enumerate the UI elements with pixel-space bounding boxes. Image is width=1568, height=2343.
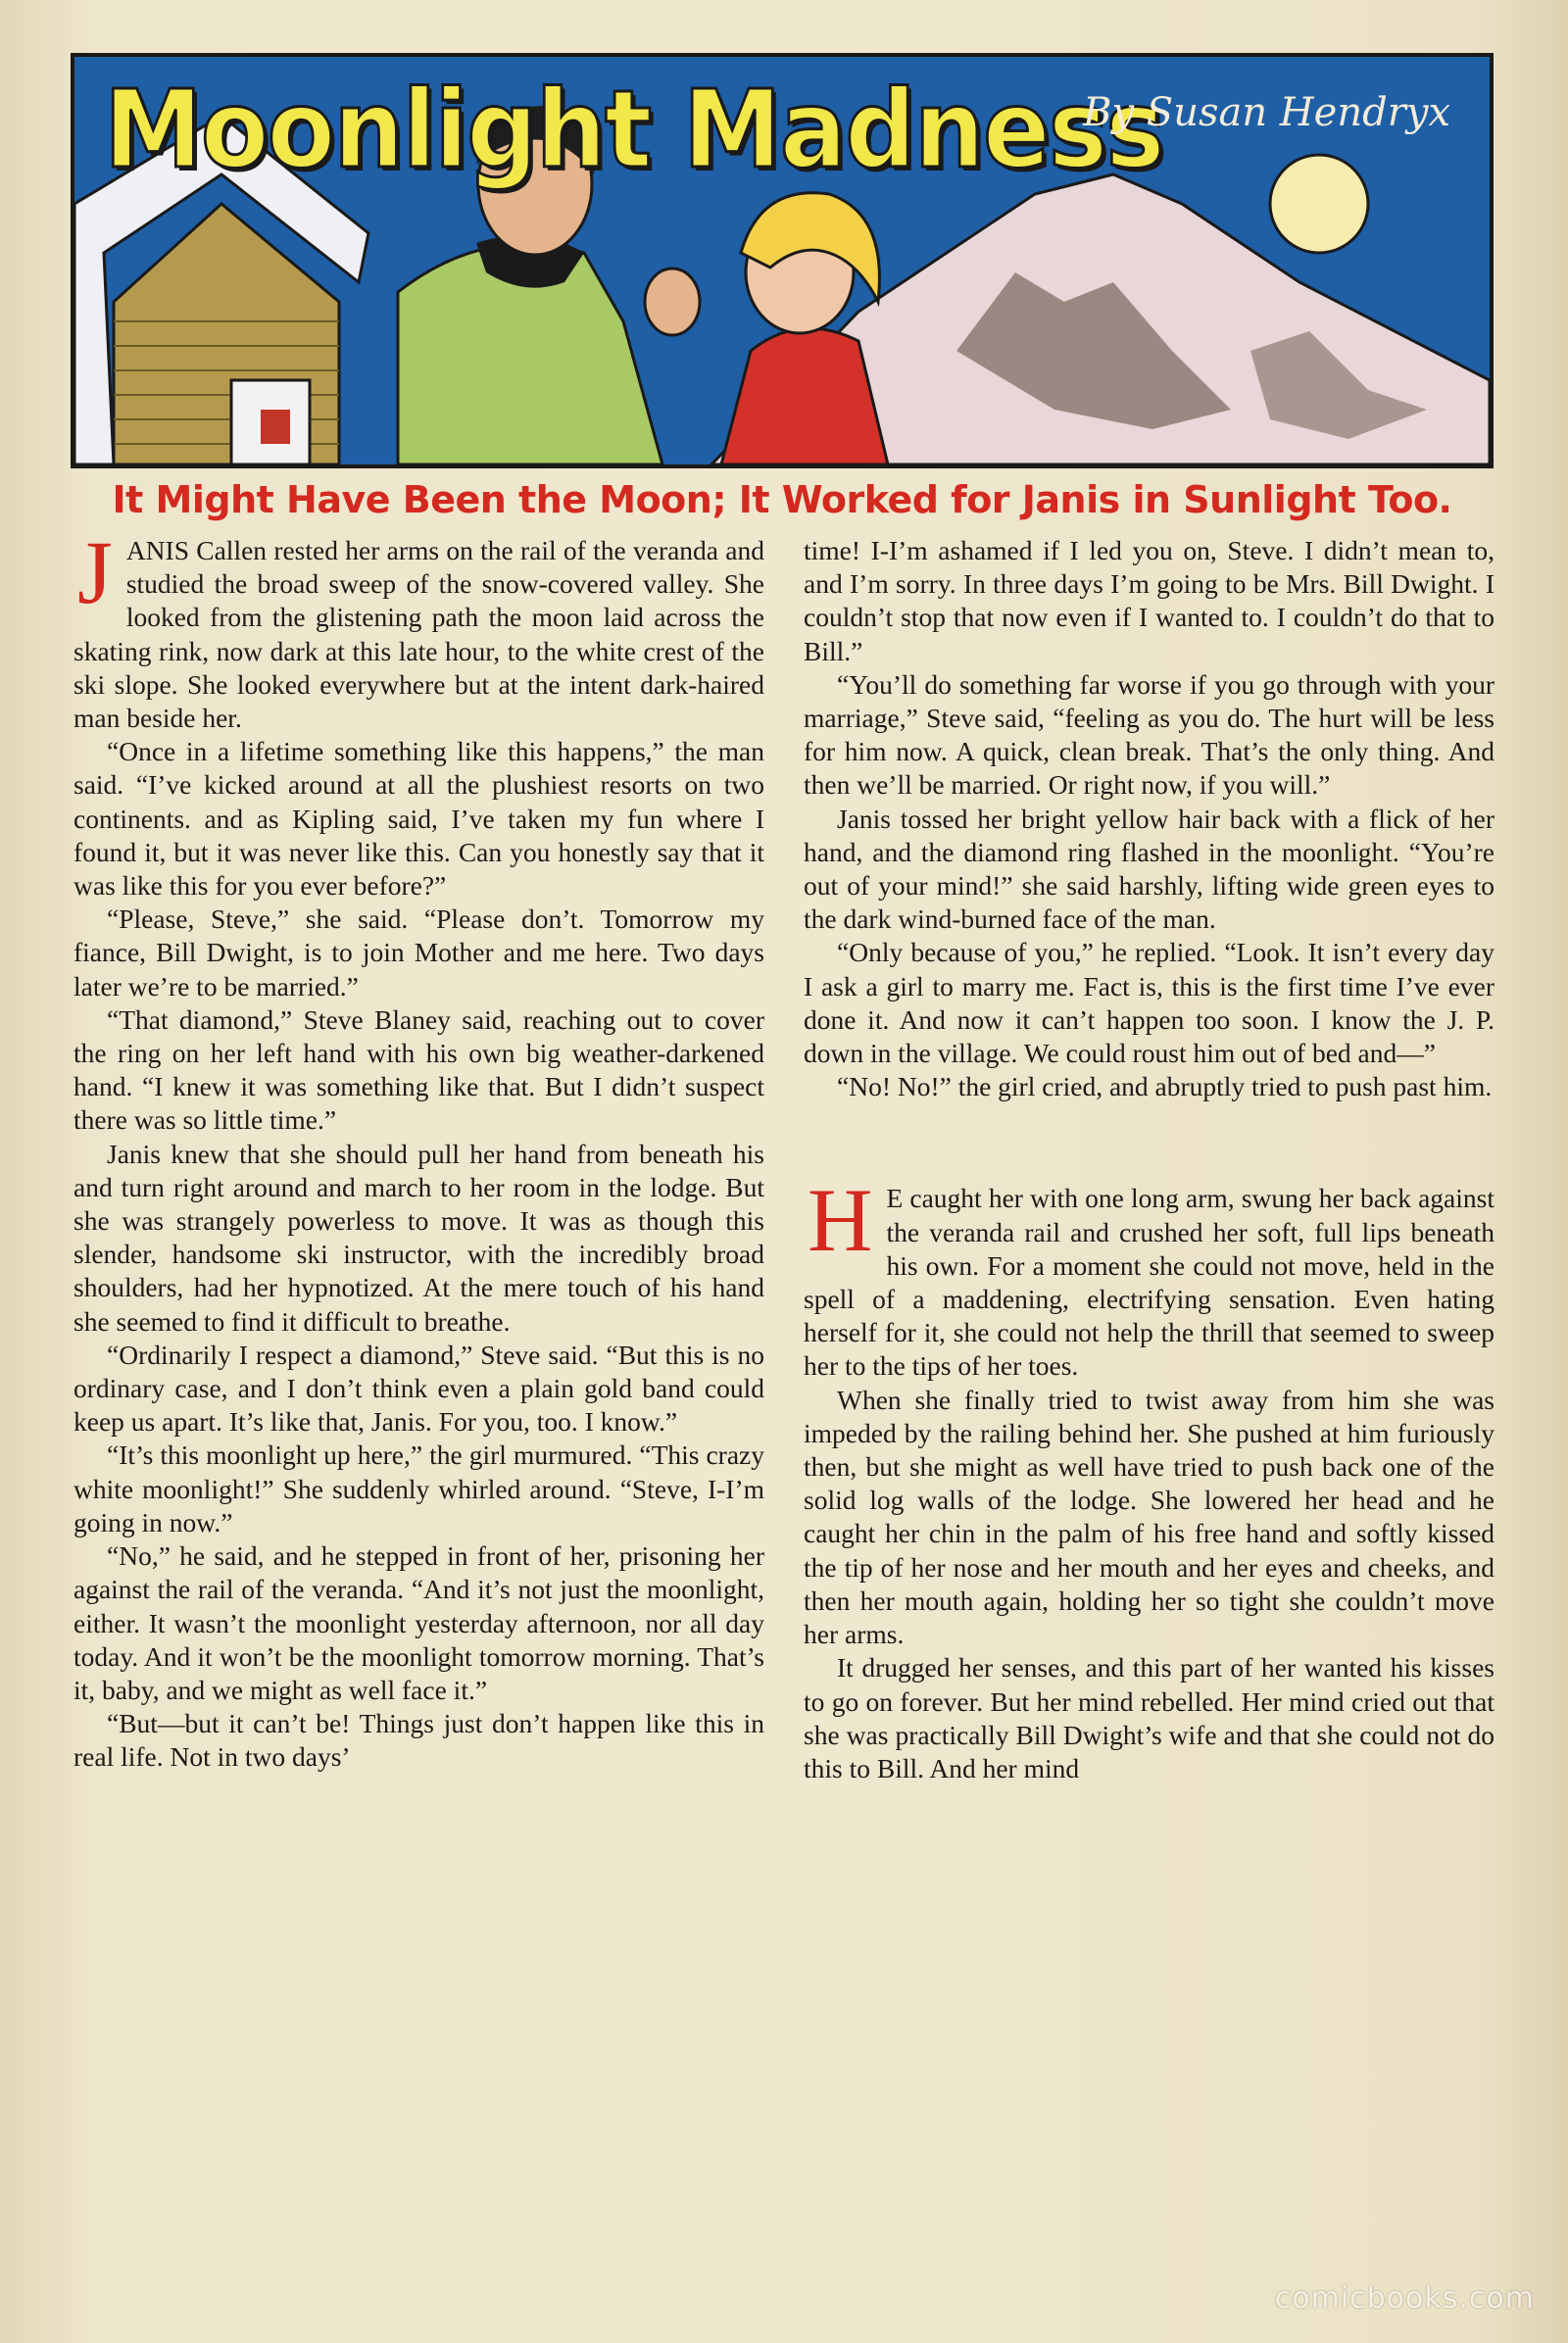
byline: By Susan Hendryx	[1083, 90, 1450, 135]
section-break	[804, 1103, 1494, 1182]
left-column	[74, 522, 764, 1775]
paragraph: “Please, Steve,” she said. “Please don’t. Tomorrow my fiance, Bill Dwight, is to join Mother and me here. Two days later we’re to be married.”	[74, 903, 764, 1001]
paragraph: “You’ll do something far worse if you go through with your marriage,” Steve said, “feeling as you do. The hurt will be less for him now. A quick, clean break. That’s the only thing. And then we’ll be married. Or right now, if you will.”	[804, 668, 1494, 801]
dropcap: H	[808, 1170, 873, 1271]
story-title: Moonlight Madness	[104, 67, 1163, 192]
paragraph: time! I-I’m ashamed if I led you on, Steve. I didn’t mean to, and I’m sorry. In three days I’m going to be Mrs. Bill Dwight. I couldn’t stop that now even if I wanted to. I couldn’t do that to Bill.”	[804, 535, 1494, 666]
title-illustration	[71, 53, 1494, 468]
paragraph: “That diamond,” Steve Blaney said, reaching out to cover the ring on her left hand with his own big weather-darkened hand. “I knew it was something like that. But I didn’t suspect there was so little time.”	[74, 1003, 764, 1136]
site-watermark: comicbooks.com	[1274, 2281, 1535, 2316]
paragraph: Janis knew that she should pull her hand from beneath his and turn right around and march to her room in the lodge. But she was strangely powerless to move. It was as though this slender, handsome ski instructor, with the incredibly broad shoulders, had her hypnotized. At the mere touch of his hand she seemed to find it difficult to breathe.	[74, 1138, 764, 1337]
story-subtitle: It Might Have Been the Moon; It Worked for Janis in Sunlight Too.	[112, 478, 1452, 521]
paragraph: JANIS Callen rested her arms on the rail of the veranda and studied the broad sweep of the snow-covered valley. She looked from the glistening path the moon laid across the skating rink, now dark at this late hour, to the white crest of the ski slope. She looked everywhere but at the intent dark-haired man beside her.	[74, 522, 764, 734]
paragraph: “No! No!” the girl cried, and abruptly tried to push past him.	[837, 1071, 1493, 1102]
paragraph: It drugged her senses, and this part of her wanted his kisses to go on forever. But her mind rebelled. Her mind cried out that she was practically Bill Dwight’s wife and that she could not do this to Bill. And her mind	[804, 1652, 1494, 1783]
right-column	[804, 534, 1494, 1785]
moon-icon	[1270, 155, 1368, 253]
paragraph: “It’s this moonlight up here,” the girl murmured. “This crazy white moonlight!” She suddenly whirled around. “Steve, I-I’m going in now.”	[74, 1440, 764, 1538]
paragraph: When she finally tried to twist away from him she was impeded by the railing behind her. She pushed at him furiously then, but she might as well have tried to push back one of the solid log walls of the lodge. She lowered her head and he caught her chin in the palm of his free hand and softly kissed the tip of her nose and her mouth and her eyes and cheeks, and then her mouth again, holding her so tight she couldn’t move her arms.	[804, 1384, 1494, 1650]
paragraph: H E caught her with one long arm, swung her back against the veranda rail and crushed her soft, full lips beneath his own. For a moment she could not move, held in the spell of a maddening, electrifying sensation. Even hating herself for it, she could not help the thrill that seemed to sweep her to the tips of her toes.	[804, 1170, 1494, 1382]
paragraph: “No,” he said, and he stepped in front of her, prisoning her against the rail of the veranda. “And it’s not just the moonlight, either. It wasn’t the moonlight yesterday afternoon, nor all day today. And it won’t be the moonlight tomorrow morning. That’s it, baby, and we might as well face it.”	[74, 1540, 764, 1705]
paragraph: “But—but it can’t be! Things just don’t happen like this in real life. Not in two days’	[74, 1708, 764, 1773]
paragraph: “Only because of you,” he replied. “Look. It isn’t every day I ask a girl to marry me. Fact is, this is the first time I’ve ever done it. And now it can’t happen too soon. I know the J. P. down in the village. We could roust him out of bed and—”	[804, 937, 1494, 1069]
paragraph: Janis tossed her bright yellow hair back with a flick of her hand, and the diamond ring flashed in the moonlight. “You’re out of your mind!” she said harshly, lifting wide green eyes to the dark wind-burned face of the man.	[804, 803, 1494, 935]
dropcap: J	[77, 522, 113, 622]
paragraph: “Ordinarily I respect a diamond,” Steve said. “But this is no ordinary case, and I don’t think even a plain gold band could keep us apart. It’s like that, Janis. For you, too. I know.”	[74, 1339, 764, 1438]
paragraph: “Once in a lifetime something like this happens,” the man said. “I’ve kicked around at all the plushiest resorts on two continents. and as Kipling said, I’ve taken my fun where I found it, but it was never like this. Can you honestly say that it was like this for you ever before?”	[74, 736, 764, 902]
